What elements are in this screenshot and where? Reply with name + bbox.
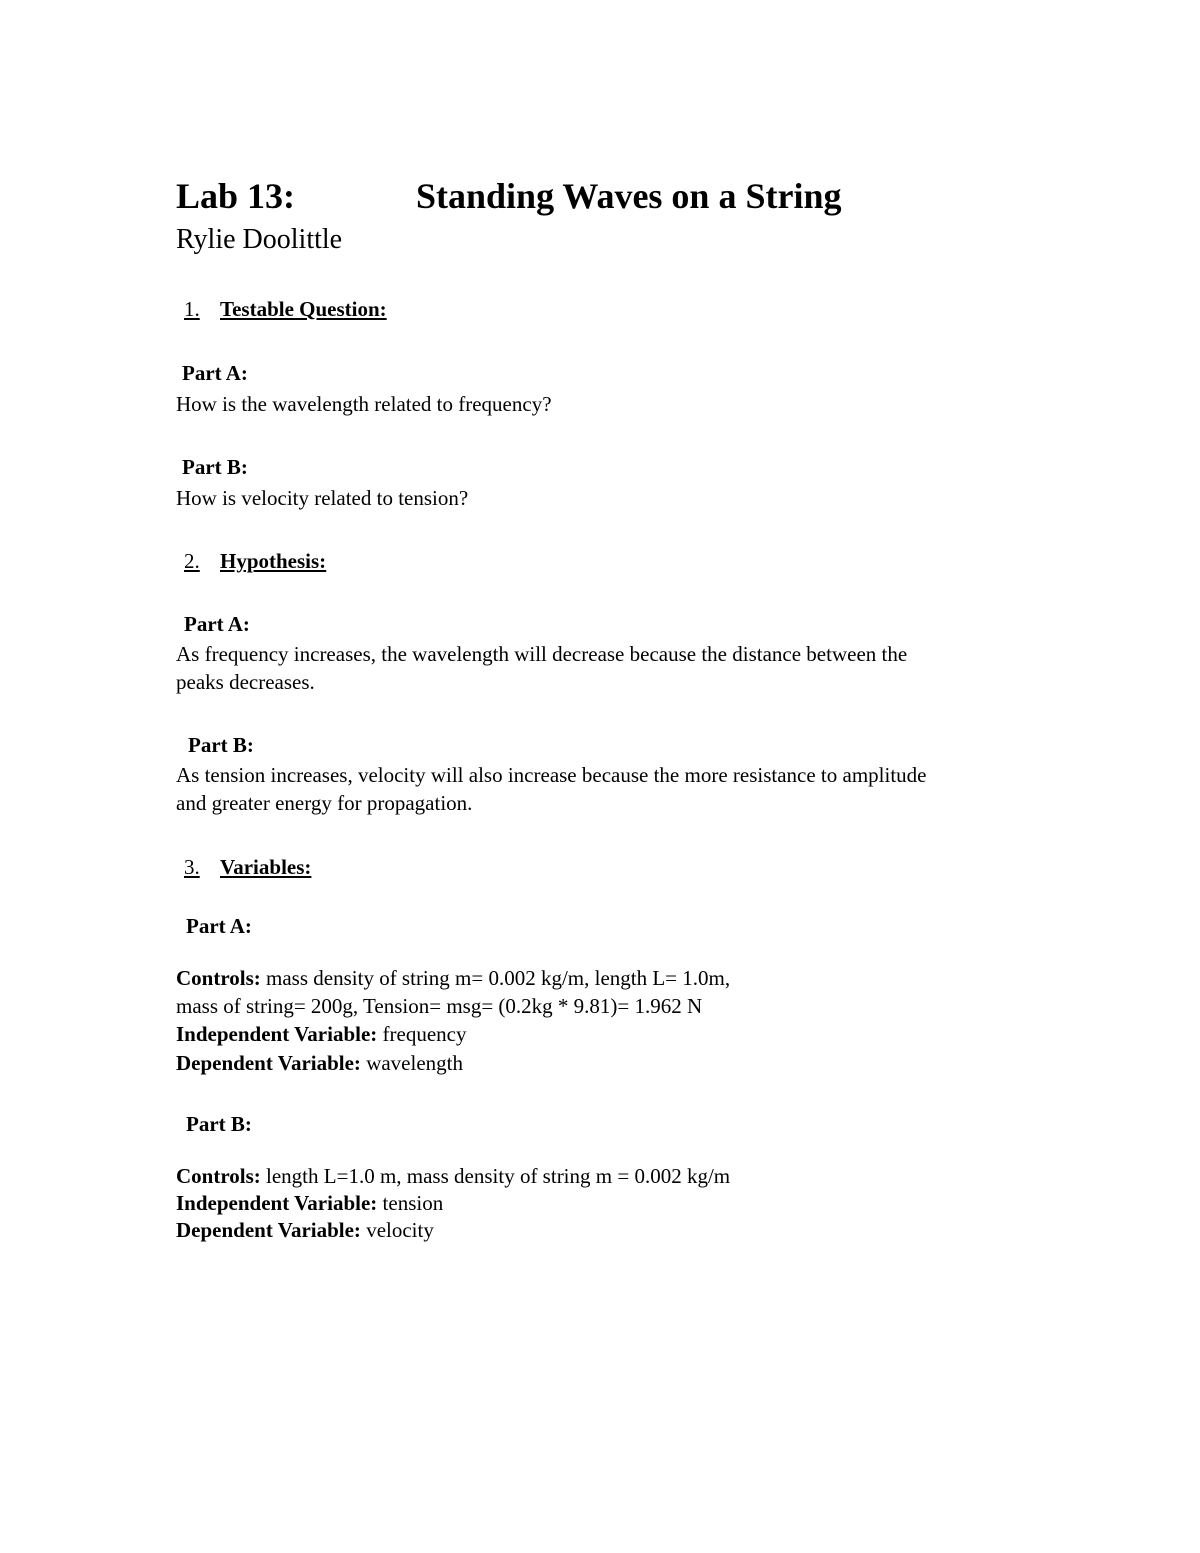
s3-a-controls-line-2: mass of string= 200g, Tension= msg= (0.2kg * 9.81)= 1.962 N	[176, 994, 703, 1018]
s1-part-a-label: Part A:	[182, 361, 248, 385]
s3-b-dependent-variable	[176, 1216, 434, 1244]
section-number: 3.	[184, 855, 200, 879]
s3-a-dependent-variable	[176, 1049, 463, 1077]
independent-variable-label: Independent Variable:	[176, 1191, 378, 1215]
s2-part-b-line-2: and greater energy for propagation.	[176, 791, 473, 815]
independent-variable-value: frequency	[382, 1022, 467, 1046]
s3-a-independent-variable	[176, 1020, 467, 1048]
controls-label: Controls:	[176, 966, 261, 990]
s3-b-controls	[176, 1162, 730, 1190]
s2-part-a-label: Part A:	[184, 612, 250, 636]
s2-part-a-line-2: peaks decreases.	[176, 670, 315, 694]
s2-part-a-line-1: As frequency increases, the wavelength will decrease because the distance between the	[176, 642, 908, 666]
page-title: Standing Waves on a String	[416, 176, 842, 216]
lab-label: Lab 13:	[176, 176, 296, 216]
s1-part-b-label: Part B:	[182, 455, 248, 479]
s3-b-independent-variable	[176, 1189, 443, 1217]
controls-label: Controls:	[176, 1164, 261, 1188]
section-label: Testable Question:	[220, 297, 387, 321]
dependent-variable-label: Dependent Variable:	[176, 1218, 361, 1242]
s3-part-b-label: Part B:	[186, 1112, 252, 1136]
author-name: Rylie Doolittle	[176, 224, 343, 255]
dependent-variable-label: Dependent Variable:	[176, 1051, 361, 1075]
controls-value: length L=1.0 m, mass density of string m = 0.002 kg/m	[266, 1164, 731, 1188]
s1-part-a-text: How is the wavelength related to frequency?	[176, 392, 552, 416]
independent-variable-label: Independent Variable:	[176, 1022, 378, 1046]
section-number: 2.	[184, 549, 200, 573]
controls-value: mass density of string m= 0.002 kg/m, length L= 1.0m,	[266, 966, 731, 990]
section-1-heading	[184, 296, 387, 322]
independent-variable-value: tension	[382, 1191, 444, 1215]
dependent-variable-value: velocity	[366, 1218, 434, 1242]
section-label: Variables:	[220, 855, 312, 879]
section-3-heading	[184, 854, 311, 880]
s3-part-a-label: Part A:	[186, 914, 252, 938]
section-2-heading	[184, 548, 326, 574]
s2-part-b-line-1: As tension increases, velocity will also increase because the more resistance to amplitude	[176, 763, 927, 787]
section-label: Hypothesis:	[220, 549, 327, 573]
s1-part-b-text: How is velocity related to tension?	[176, 486, 469, 510]
dependent-variable-value: wavelength	[366, 1051, 463, 1075]
s2-part-b-label: Part B:	[188, 733, 254, 757]
section-number: 1.	[184, 297, 200, 321]
s3-a-controls-line-1	[176, 964, 730, 992]
